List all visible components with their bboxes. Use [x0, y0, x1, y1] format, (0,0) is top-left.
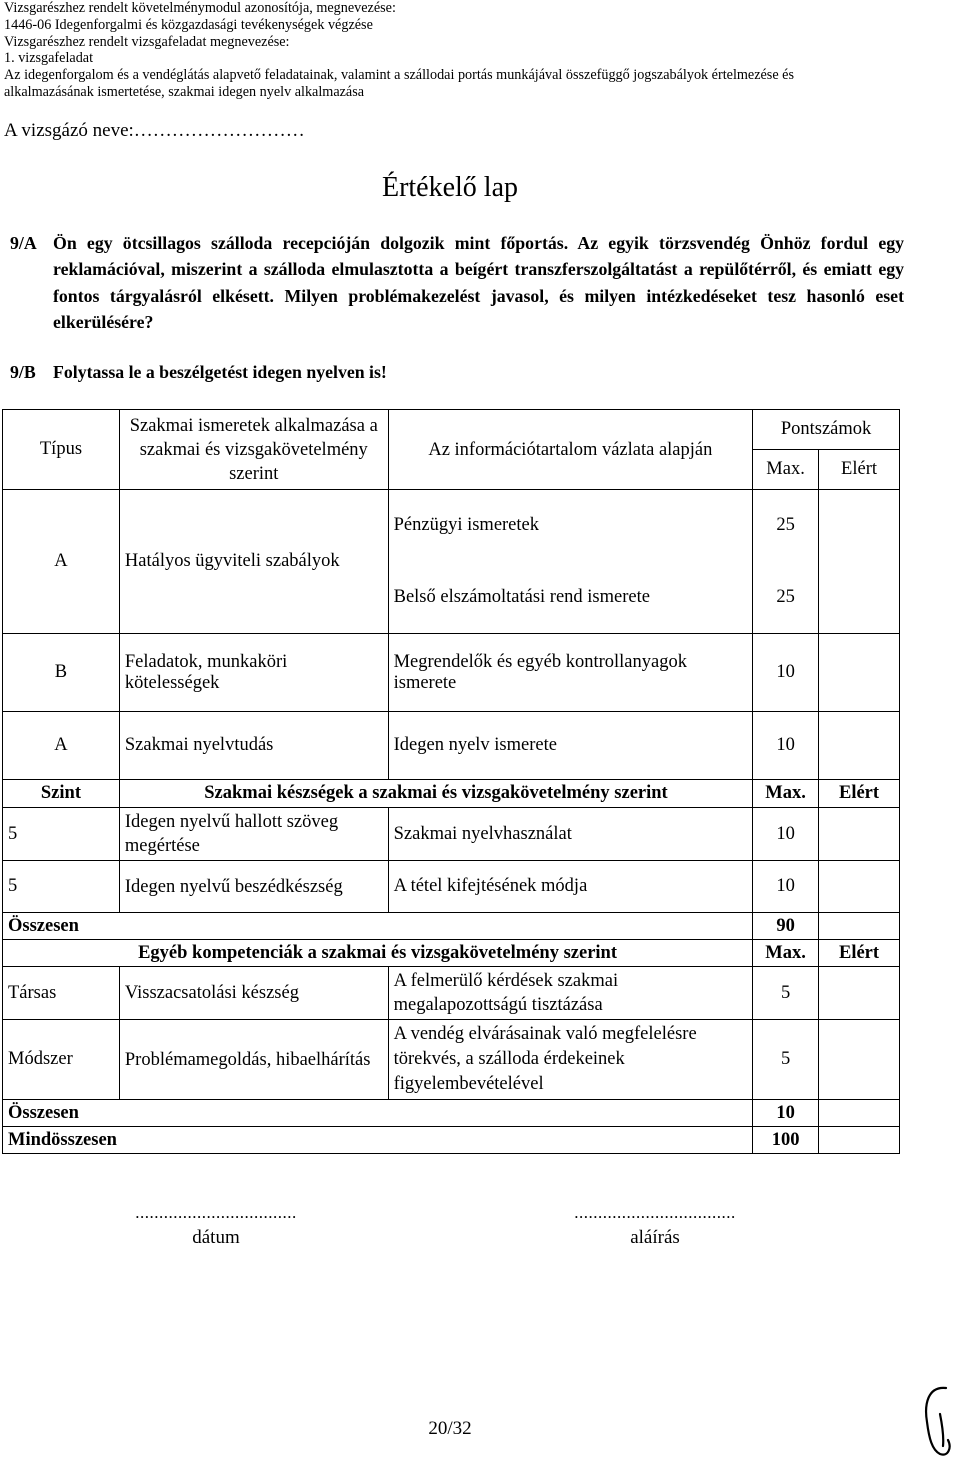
grand-total-achieved[interactable] [819, 1127, 900, 1154]
row-item-label: Pénzügyi ismeretek [388, 490, 752, 562]
row-topic: Hatályos ügyviteli szabályok [119, 490, 388, 634]
row-topic: Szakmai nyelvtudás [119, 712, 388, 780]
task-text: Ön egy ötcsillagos szálloda recepcióján dolgozik mint főportás. Az egyik törzsvendég Önhöz fordul egy reklamációval, miszerint a szálloda elmulasztotta a beígért transzferszolgáltatást a repülőtérről, és emiatt egy fontos tárgyalásról elkésett. Milyen problémakezelést javasol, és milyen intézkedéseket tesz hasonló eset elkerülésére? [53, 233, 904, 332]
col-header-achieved: Elért [819, 450, 900, 490]
col-header-knowledge: Szakmai ismeretek alkalmazása a szakmai és vizsgakövetelmény szerint [119, 410, 388, 490]
date-line: .................................. [135, 1203, 297, 1222]
row-item-achieved[interactable] [819, 562, 900, 634]
col-header-max: Max. [753, 450, 819, 490]
skills-level-header: Szint [3, 780, 120, 808]
skill-achieved[interactable] [819, 861, 900, 913]
grand-total-label: Mindösszesen [3, 1127, 753, 1154]
task-9a [10, 230, 904, 335]
page-number: 20/32 [428, 1418, 472, 1439]
col-header-type: Típus [3, 410, 120, 490]
competency-max: 5 [753, 1020, 819, 1100]
signature-line: .................................. [574, 1203, 736, 1222]
header-line: Vizsgarészhez rendelt vizsgafeladat megnevezése: [4, 33, 290, 50]
total-label: Összesen [3, 1100, 753, 1127]
evaluation-table [2, 409, 900, 1154]
total-value: 90 [753, 913, 819, 940]
competency-max: 5 [753, 967, 819, 1020]
other-title: Egyéb kompetenciák a szakmai és vizsgakövetelmény szerint [3, 940, 753, 967]
row-type: A [3, 712, 120, 780]
col-header-outline: Az információtartalom vázlata alapján [388, 410, 752, 490]
row-item-achieved[interactable] [819, 634, 900, 712]
row-item-max: 25 [753, 490, 819, 562]
row-type: A [3, 490, 120, 634]
row-item-max: 10 [753, 712, 819, 780]
row-item-label: Belső elszámoltatási rend ismerete [388, 562, 752, 634]
total-label: Összesen [3, 913, 753, 940]
header-line: Az idegenforgalom és a vendéglátás alapvető feladatainak, valamint a szállodai portás munkájával összefüggő jogszabályok értelmezése és [4, 67, 794, 84]
header-line: Vizsgarészhez rendelt követelménymodul azonosítója, megnevezése: [4, 0, 396, 16]
skill-level: 5 [3, 808, 120, 861]
skill-level: 5 [3, 861, 120, 913]
competency-type: Társas [3, 967, 120, 1020]
task-text: Folytassa le a beszélgetést idegen nyelven is! [53, 362, 387, 382]
competency-skill: Problémamegoldás, hibaelhárítás [119, 1020, 388, 1100]
date-block [86, 1203, 346, 1249]
competency-achieved[interactable] [819, 1020, 900, 1100]
row-item-achieved[interactable] [819, 490, 900, 562]
candidate-name-field: A vizsgázó neve:……………………… [4, 120, 305, 141]
other-max-header: Max. [753, 940, 819, 967]
competency-type: Módszer [3, 1020, 120, 1100]
row-topic: Feladatok, munkaköri kötelességek [119, 634, 388, 712]
skills-title: Szakmai készségek a szakmai és vizsgakövetelmény szerint [119, 780, 752, 808]
skills-max-header: Max. [753, 780, 819, 808]
skill-label: Szakmai nyelvhasználat [388, 808, 752, 861]
competency-label: A vendég elvárásainak való megfelelésre törekvés, a szálloda érdekeinek figyelembevételével [388, 1020, 752, 1100]
total-achieved[interactable] [819, 1100, 900, 1127]
col-header-points: Pontszámok [753, 410, 900, 450]
signature-block [525, 1203, 785, 1249]
skill-max: 10 [753, 808, 819, 861]
task-9b [10, 362, 387, 383]
competency-achieved[interactable] [819, 967, 900, 1020]
skill-achieved[interactable] [819, 808, 900, 861]
header-line: alkalmazásának ismertetése, szakmai idegen nyelv alkalmazása [4, 83, 365, 100]
skills-achieved-header: Elért [819, 780, 900, 808]
row-item-label: Idegen nyelv ismerete [388, 712, 752, 780]
row-item-label: Megrendelők és egyéb kontrollanyagok ismerete [388, 634, 752, 712]
total-achieved[interactable] [819, 913, 900, 940]
other-achieved-header: Elért [819, 940, 900, 967]
task-number: 9/A [10, 233, 37, 253]
competency-skill: Visszacsatolási készség [119, 967, 388, 1020]
skill-name: Idegen nyelvű beszédkészség [119, 861, 388, 913]
initials-signature [918, 1384, 958, 1460]
document-header [4, 0, 794, 101]
skill-name: Idegen nyelvű hallott szöveg megértése [119, 808, 388, 861]
skill-max: 10 [753, 861, 819, 913]
task-number: 9/B [10, 362, 36, 382]
competency-label: A felmerülő kérdések szakmai megalapozottságú tisztázása [388, 967, 752, 1020]
header-line: 1446-06 Idegenforgalmi és közgazdasági tevékenységek végzése [4, 16, 373, 33]
date-label: dátum [192, 1227, 240, 1248]
total-value: 10 [753, 1100, 819, 1127]
page-title: Értékelő lap [381, 172, 519, 203]
row-type: B [3, 634, 120, 712]
row-item-max: 25 [753, 562, 819, 634]
row-item-max: 10 [753, 634, 819, 712]
header-line: 1. vizsgafeladat [4, 50, 94, 67]
grand-total-value: 100 [753, 1127, 819, 1154]
row-item-achieved[interactable] [819, 712, 900, 780]
skill-label: A tétel kifejtésének módja [388, 861, 752, 913]
signature-label: aláírás [630, 1227, 680, 1248]
